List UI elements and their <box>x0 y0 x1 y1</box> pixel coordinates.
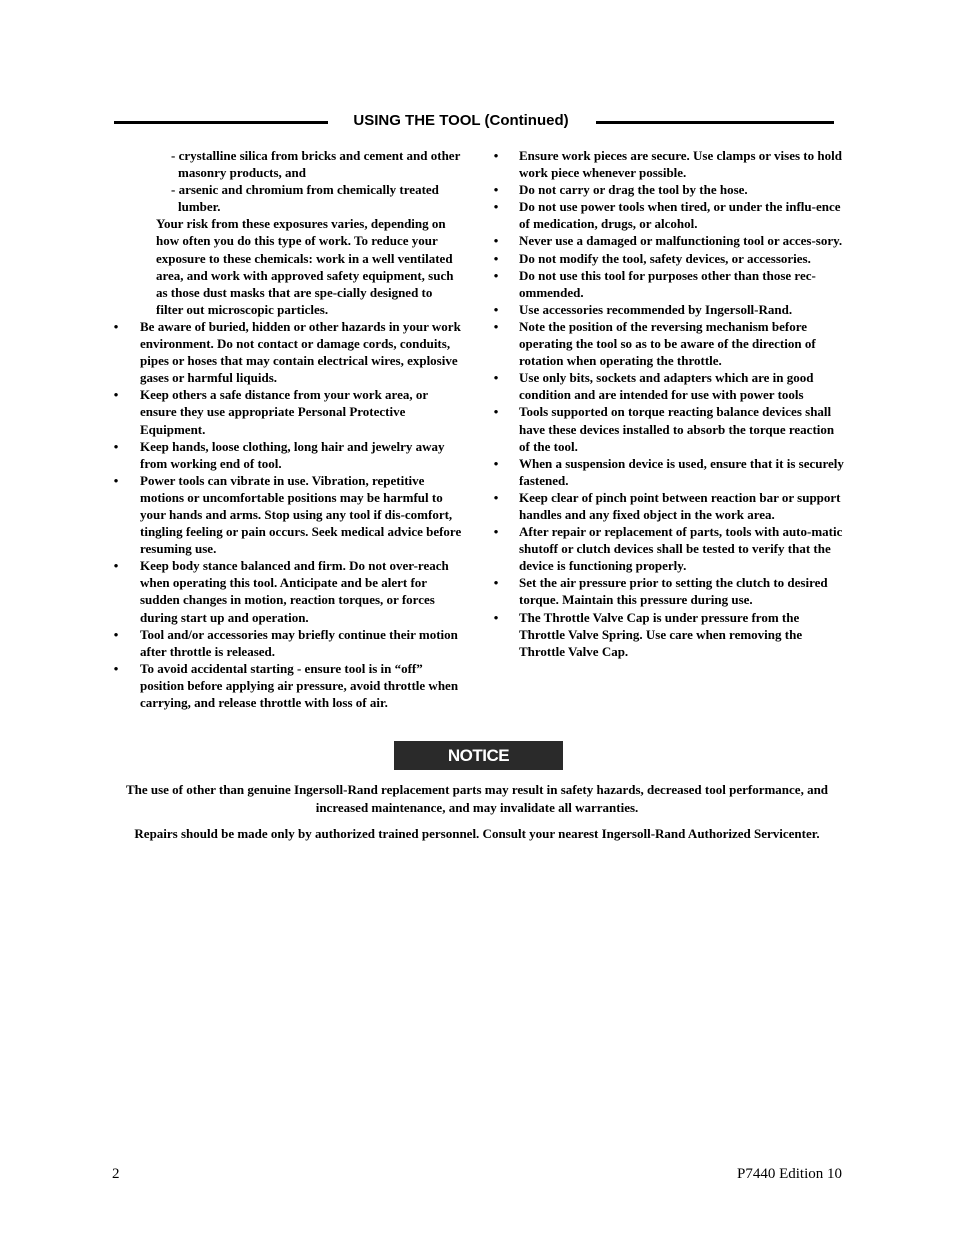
list-item-text: Be aware of buried, hidden or other hazards in your work environment. Do not contact or damage cords, conduits, pipes or hoses that may contain electrical wires, explosive gases or harmful liquids. <box>140 318 461 386</box>
notice-paragraph-repairs: Repairs should be made only by authorized trained personnel. Consult your nearest Ingersoll-Rand Authorized Servicenter. <box>134 826 820 841</box>
bullet-mark: • <box>493 301 499 317</box>
list-item <box>490 489 844 523</box>
bullet-mark: • <box>493 148 499 163</box>
bullet-mark: • <box>113 626 119 642</box>
bullet-mark: • <box>493 370 499 386</box>
list-item-text: Ensure work pieces are secure. Use clamps or vises to hold work piece whenever possible. <box>519 148 842 181</box>
list-item <box>490 301 844 318</box>
list-item-text: Note the position of the reversing mechanism before operating the tool so as to be aware of the direction of rotation when operating the throttle. <box>519 318 816 369</box>
sub-item-arsenic: - arsenic and chromium from chemically treated lumber. <box>171 182 439 215</box>
bullet-mark: • <box>493 199 499 215</box>
list-item <box>490 403 844 454</box>
sub-item-silica: - crystalline silica from bricks and cement and other masonry products, and <box>171 148 461 181</box>
list-item-text: Do not carry or drag the tool by the hose. <box>519 182 748 198</box>
list-item-text: After repair or replacement of parts, tools with auto-matic shutoff or clutch devices shall be tested to verify that the device is functioning properly. <box>519 524 843 574</box>
list-item-text: Keep clear of pinch point between reaction bar or support handles and any fixed object in the work area. <box>519 489 841 522</box>
list-item <box>490 523 844 574</box>
list-item <box>490 609 844 660</box>
list-item-text: The Throttle Valve Cap is under pressure from the Throttle Valve Spring. Use care when removing the Throttle Valve Cap. <box>519 609 803 659</box>
list-item-text: Set the air pressure prior to setting the clutch to desired torque. Maintain this pressure during use. <box>519 575 828 608</box>
list-item <box>110 472 462 557</box>
notice-paragraph-parts: The use of other than genuine Ingersoll-Rand replacement parts may result in safety hazards, decreased tool performance, and increased maintenance, and may invalidate all warranties. <box>125 782 829 815</box>
header-rule-right <box>596 121 834 124</box>
list-item-text: Do not modify the tool, safety devices, or accessories. <box>519 250 811 266</box>
list-item <box>110 557 462 625</box>
bullet-mark: • <box>493 404 499 420</box>
list-item <box>490 455 844 489</box>
left-column <box>110 147 462 711</box>
notice-label: NOTICE <box>394 741 563 770</box>
list-item <box>490 250 844 267</box>
bullet-mark: • <box>493 489 499 505</box>
bullet-mark: • <box>493 182 499 198</box>
page-number: 2 <box>112 1166 120 1182</box>
list-item <box>490 147 844 181</box>
list-item-text: Tool and/or accessories may briefly continue their motion after throttle is released. <box>140 626 458 659</box>
list-item <box>490 232 844 249</box>
edition-label: P7440 Edition 10 <box>736 1166 842 1182</box>
bullet-mark: • <box>493 524 499 540</box>
list-item <box>490 267 844 301</box>
list-item <box>490 574 844 608</box>
list-item <box>110 438 462 472</box>
list-item <box>110 386 462 437</box>
bullet-mark: • <box>493 609 499 625</box>
header-rule-left <box>114 121 328 124</box>
bullet-mark: • <box>113 387 119 403</box>
list-item-text: Keep hands, loose clothing, long hair and jewelry away from working end of tool. <box>140 438 445 471</box>
bullet-mark: • <box>113 472 119 488</box>
list-item-text: Power tools can vibrate in use. Vibration, repetitive motions or uncomfortable positions may be harmful to your hands and arms. Stop using any tool if dis-comfort, tingling feeling or pain occurs. Seek medical advice before resuming use. <box>140 472 462 557</box>
list-item-text: Keep body stance balanced and firm. Do not over-reach when operating this tool. Anticipate and be alert for sudden changes in motion, reaction torques, or forces during start up and operation. <box>140 558 449 625</box>
list-item-text: When a suspension device is used, ensure that it is securely fastened. <box>519 455 844 488</box>
list-item-text: Keep others a safe distance from your work area, or ensure they use appropriate Personal Protective Equipment. <box>140 387 428 437</box>
bullet-mark: • <box>493 455 499 471</box>
list-item-text: Tools supported on torque reacting balance devices shall have these devices installed to absorb the torque reaction of the tool. <box>519 404 835 454</box>
bullet-mark: • <box>493 318 499 334</box>
risk-paragraph: Your risk from these exposures varies, depending on how often you do this type of work. To reduce your exposure to these chemicals: work in a well ventilated area, and work with approved safety equipment, such as those dust masks that are spe-cially designed to filter out microscopic particles. <box>156 216 454 317</box>
list-item <box>490 181 844 198</box>
list-item-text: Never use a damaged or malfunctioning tool or acces-sory. <box>519 233 843 249</box>
list-item <box>490 318 844 369</box>
bullet-mark: • <box>113 558 119 574</box>
bullet-mark: • <box>113 438 119 454</box>
bullet-mark: • <box>113 660 119 676</box>
bullet-mark: • <box>493 250 499 266</box>
section-title: USING THE TOOL (Continued) <box>353 112 569 129</box>
list-item-text: To avoid accidental starting - ensure tool is in “off” position before applying air pressure, avoid throttle when carrying, and release throttle with loss of air. <box>140 660 459 710</box>
bullet-mark: • <box>493 233 499 249</box>
list-item <box>490 369 844 403</box>
list-item <box>110 626 462 660</box>
list-item <box>110 318 462 386</box>
bullet-mark: • <box>493 267 499 283</box>
right-column <box>490 147 844 660</box>
list-item <box>490 198 844 232</box>
list-item-text: Use only bits, sockets and adapters which are in good condition and are intended for use with power tools <box>519 370 814 403</box>
list-item <box>110 660 462 711</box>
list-item-text: Do not use this tool for purposes other than those rec-ommended. <box>519 267 816 300</box>
list-item-text: Do not use power tools when tired, or under the influ-ence of medication, drugs, or alcohol. <box>519 199 841 232</box>
bullet-mark: • <box>493 575 499 591</box>
bullet-mark: • <box>113 318 119 334</box>
list-item-text: Use accessories recommended by Ingersoll-Rand. <box>519 301 793 317</box>
